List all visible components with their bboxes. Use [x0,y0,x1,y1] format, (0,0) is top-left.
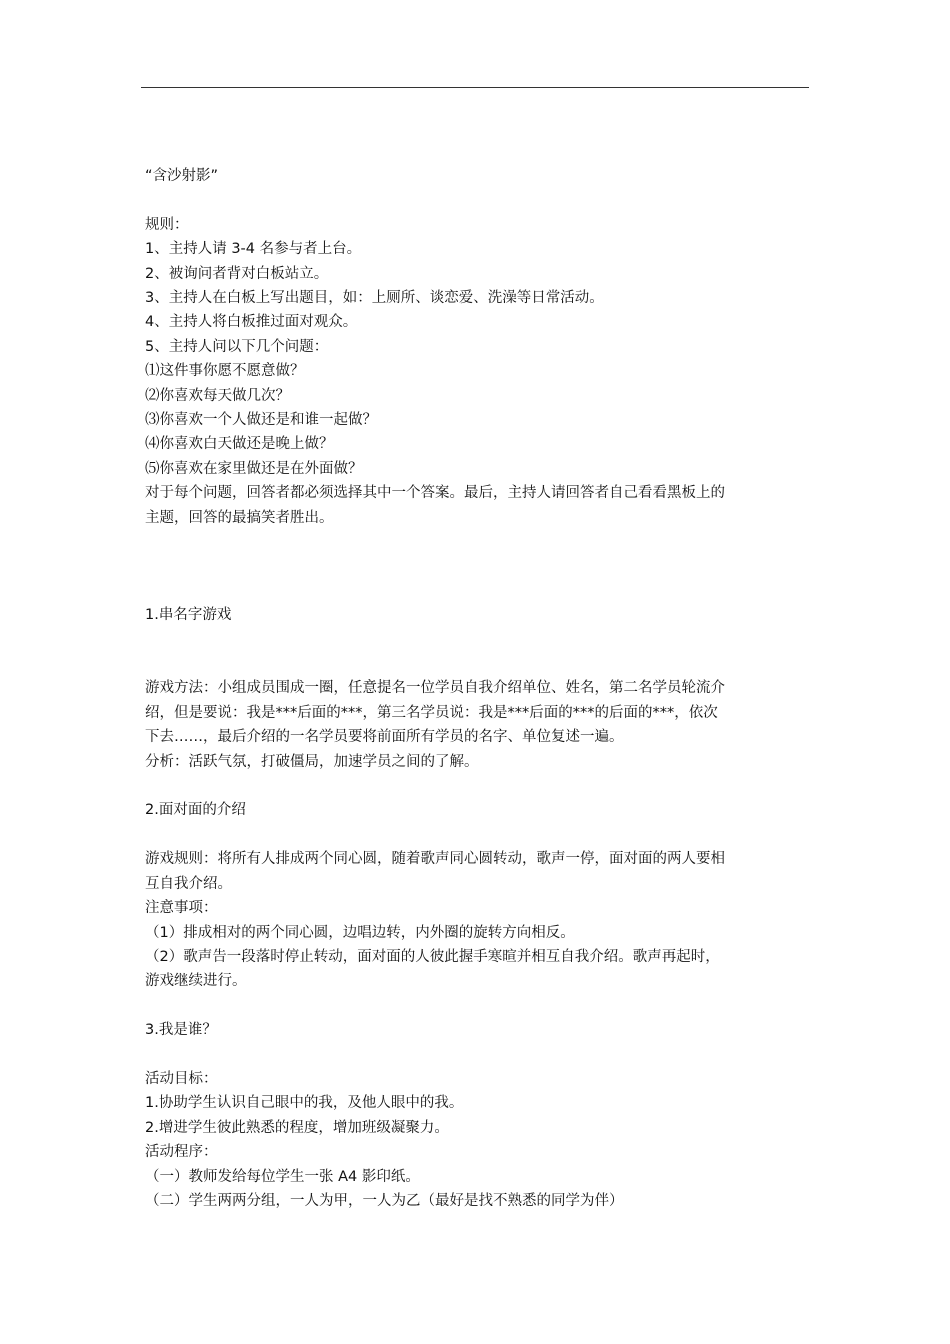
rules-text: 游戏规则：将所有人排成两个同心圆，随着歌声同心圆转动，歌声一停，面对面的两人要相 [145,851,725,868]
note-item: （2）歌声告一段落时停止转动，面对面的人彼此握手寒暄并相互自我介绍。歌声再起时， [145,948,720,965]
rule-item: 3、主持人在白板上写出题目，如：上厕所、谈恋爱、洗澡等日常活动。 [145,290,604,307]
section-title: 2.面对面的介绍 [145,802,246,819]
note-item: 游戏继续进行。 [145,973,247,990]
question-item: ⑵你喜欢每天做几次？ [145,387,290,404]
rule-item: 1、主持人请 3-4 名参与者上台。 [145,241,362,258]
section-title: 3.我是谁？ [145,1022,217,1039]
rule-item: 2、被询问者背对白板站立。 [145,265,329,282]
procedure-item: （二）学生两两分组，一人为甲，一人为乙（最好是找不熟悉的同学为伴） [145,1192,624,1209]
header-rule [141,87,809,88]
method-text: 游戏方法：小组成员围成一圈，任意提名一位学员自我介绍单位、姓名，第二名学员轮流介 [145,680,725,697]
analysis-text: 分析：活跃气氛，打破僵局，加速学员之间的了解。 [145,753,479,770]
document-body [145,164,810,1213]
question-item: ⑶你喜欢一个人做还是和谁一起做？ [145,412,377,429]
rules-text: 互自我介绍。 [145,875,232,892]
rules-label: 规则： [145,216,189,233]
question-item: ⑷你喜欢白天做还是晚上做？ [145,436,334,453]
conclusion-text: 对于每个问题，回答者都必须选择其中一个答案。最后，主持人请回答者自己看看黑板上的 [145,485,725,502]
method-text: 下去……，最后介绍的一名学员要将前面所有学员的名字、单位复述一遍。 [145,729,624,746]
notes-label: 注意事项： [145,900,218,917]
rule-item: 4、主持人将白板推过面对观众。 [145,314,358,331]
procedure-item: （一）教师发给每位学生一张 A4 影印纸。 [145,1168,420,1185]
note-item: （1）排成相对的两个同心圆，边唱边转，内外圈的旋转方向相反。 [145,924,575,941]
question-item: ⑸你喜欢在家里做还是在外面做？ [145,460,363,477]
goal-item: 2.增进学生彼此熟悉的程度，增加班级凝聚力。 [145,1119,449,1136]
section-title: 1.串名字游戏 [145,607,232,624]
goal-item: 1.协助学生认识自己眼中的我，及他人眼中的我。 [145,1095,464,1112]
question-item: ⑴这件事你愿不愿意做？ [145,363,305,380]
section-title: “含沙射影” [145,168,219,184]
goals-label: 活动目标： [145,1070,218,1087]
rule-item: 5、主持人问以下几个问题： [145,338,329,355]
method-text: 绍，但是要说：我是***后面的***，第三名学员说：我是***后面的***的后面的***，依次 [145,704,718,721]
conclusion-text: 主题，回答的最搞笑者胜出。 [145,509,334,526]
procedure-label: 活动程序： [145,1144,218,1161]
